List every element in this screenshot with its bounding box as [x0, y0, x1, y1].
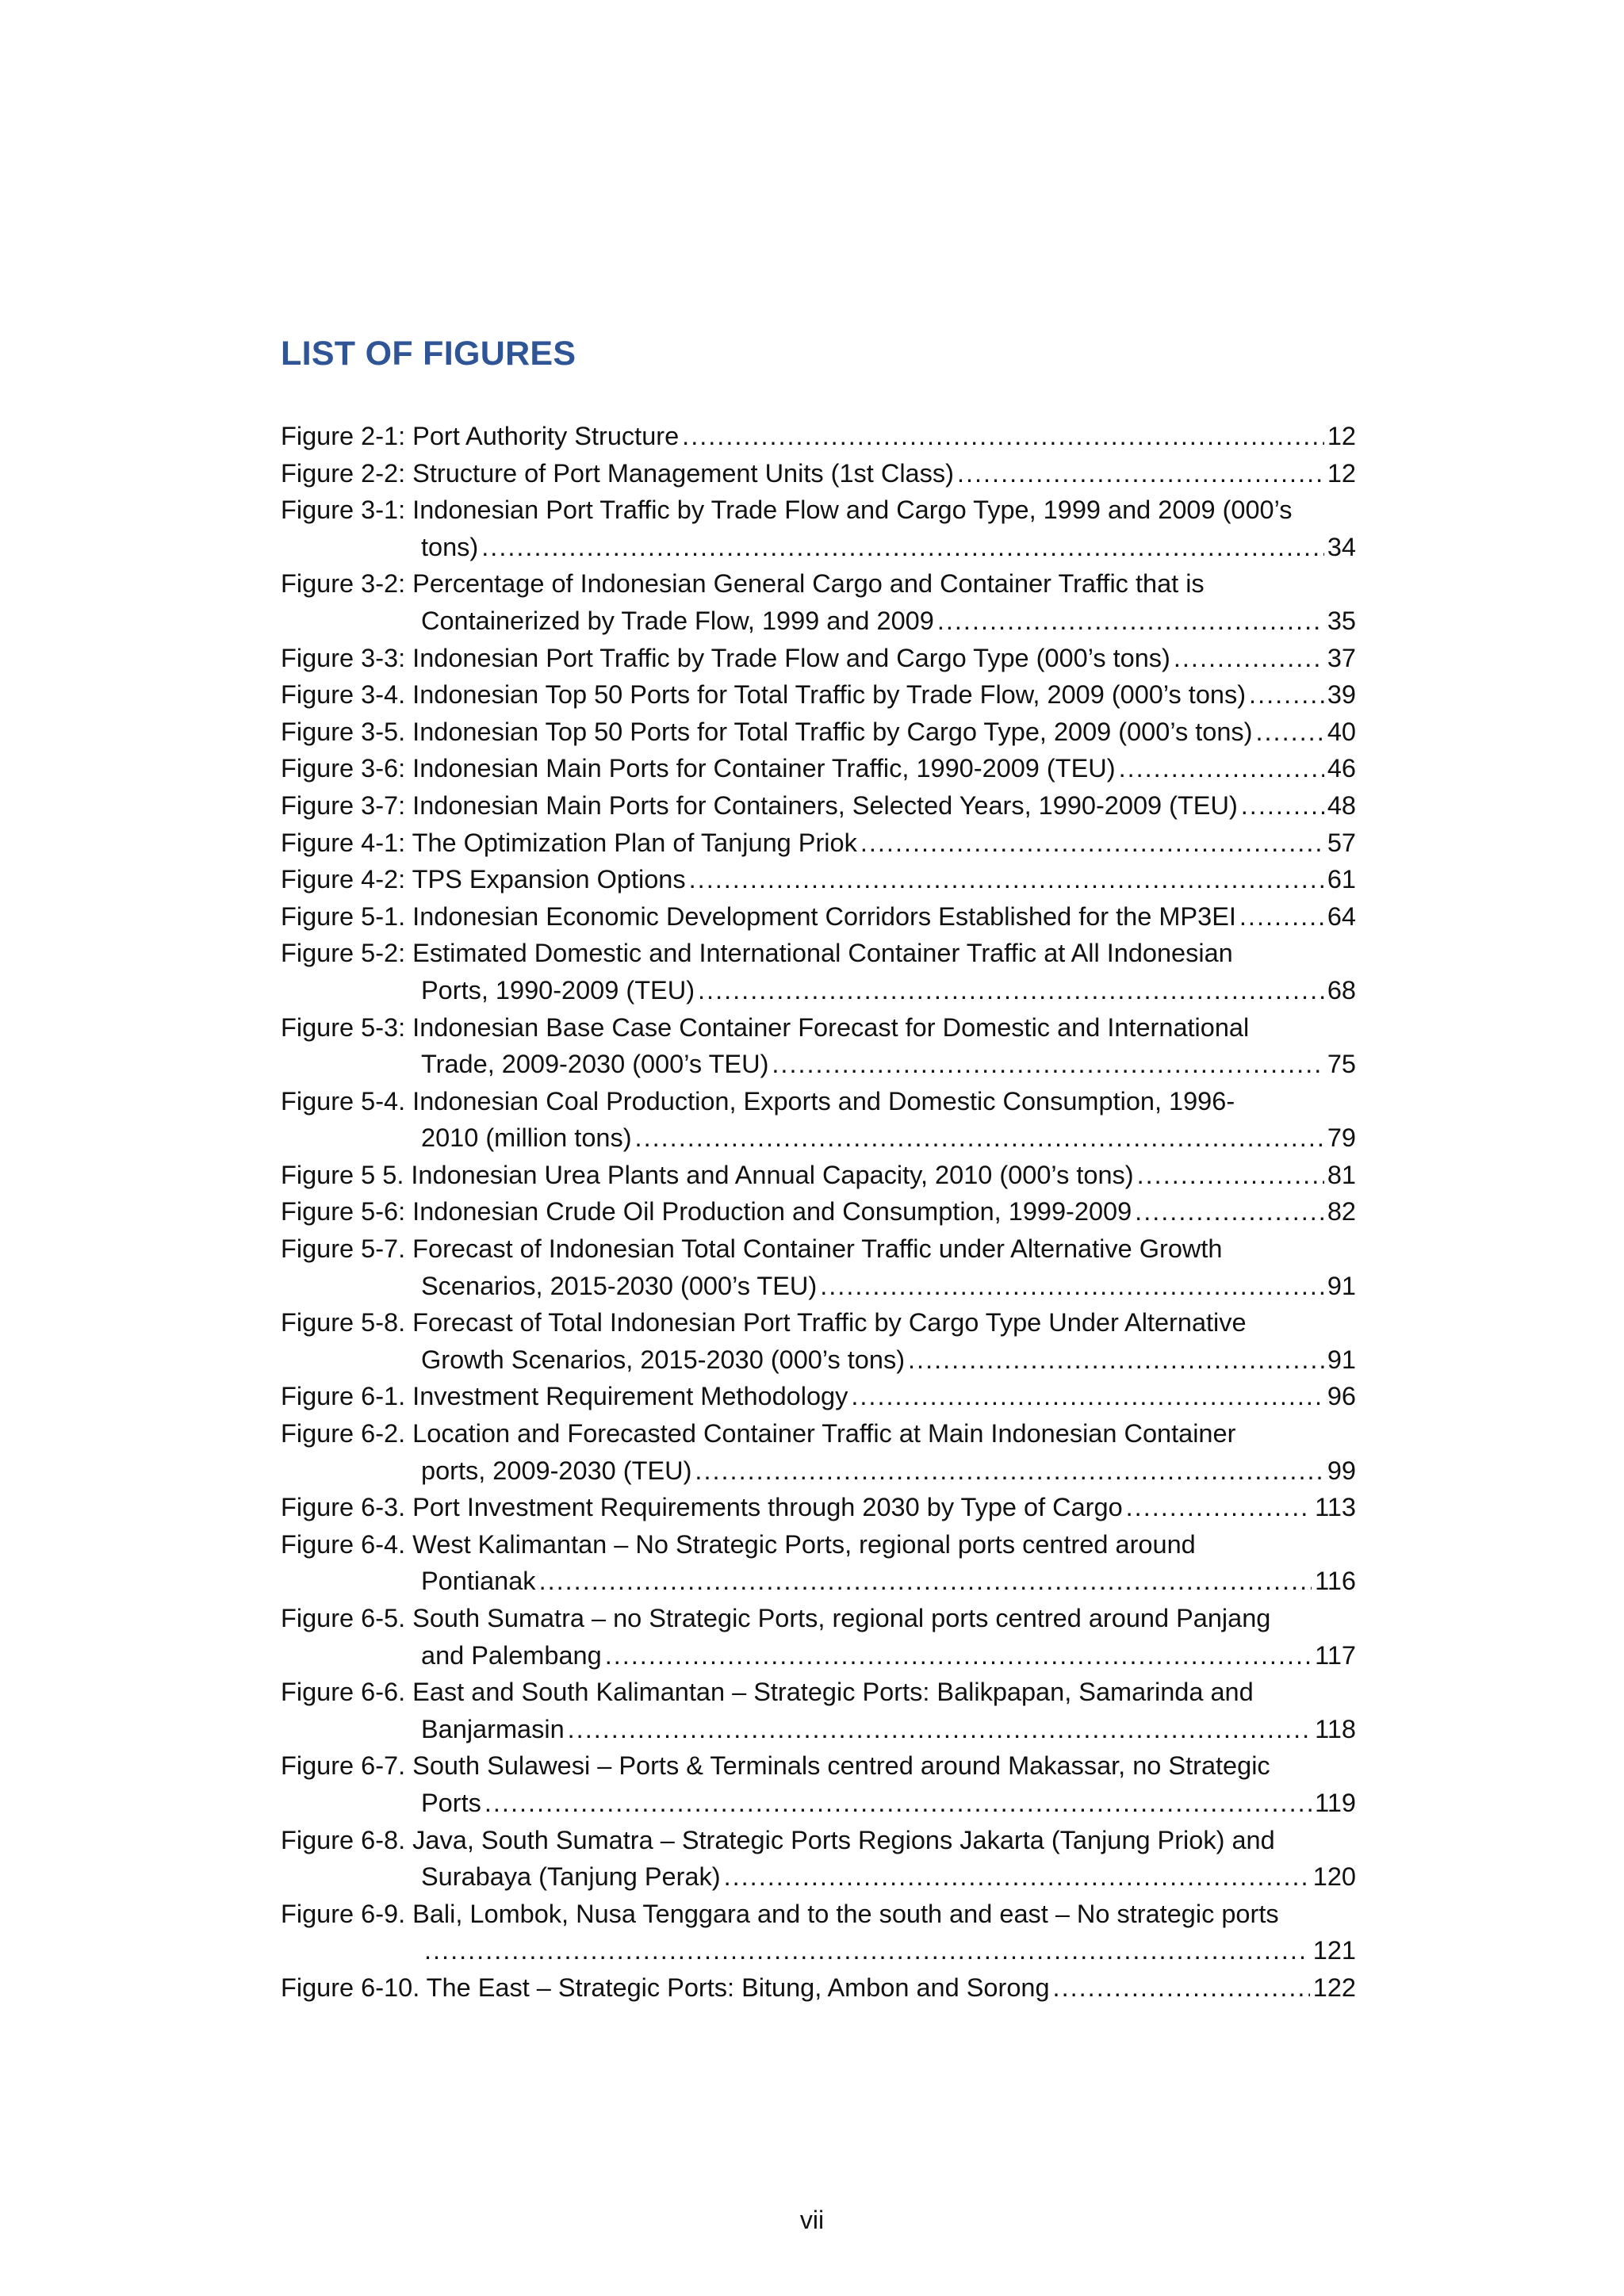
figure-entry-line — [281, 787, 1356, 825]
dot-leader — [635, 1119, 1324, 1157]
figure-entry-title: tons) — [421, 532, 479, 561]
dot-leader — [1135, 1193, 1324, 1230]
figure-entry[interactable] — [281, 1674, 1356, 1747]
figure-entry-line — [281, 1637, 1356, 1674]
figure-entry[interactable] — [281, 1083, 1356, 1157]
figure-entry-line — [281, 603, 1356, 640]
figure-entry-title: Banjarmasin — [421, 1714, 565, 1743]
figure-page-number: 82 — [1327, 1197, 1356, 1226]
figure-entry-caption: Figure 5-3: Indonesian Base Case Container Forecast for Domestic and International — [281, 1012, 1250, 1042]
figure-entry-caption: Figure 6-8. Java, South Sumatra – Strategic Ports Regions Jakarta (Tanjung Priok) and — [281, 1825, 1275, 1854]
figure-entry-title: Figure 5 5. Indonesian Urea Plants and Annual Capacity, 2010 (000’s tons) — [281, 1160, 1134, 1189]
figure-entry-caption: Figure 5-8. Forecast of Total Indonesian Port Traffic by Cargo Type Under Alternative — [281, 1308, 1247, 1337]
figure-entry-line — [281, 1785, 1356, 1822]
figure-page-number: 117 — [1315, 1640, 1356, 1670]
figure-entry-caption: Figure 3-1: Indonesian Port Traffic by Trade Flow and Cargo Type, 1999 and 2009 (000’s — [281, 496, 1293, 525]
dot-leader — [851, 1378, 1323, 1415]
figure-page-number: 35 — [1327, 606, 1356, 635]
figure-entry-title: Figure 5-1. Indonesian Economic Development Corridors Established for the MP3EI — [281, 901, 1236, 931]
page-number: vii — [799, 2206, 825, 2234]
figure-page-number: 57 — [1327, 828, 1356, 857]
figure-entry-title: Figure 4-2: TPS Expansion Options — [281, 865, 686, 894]
figure-page-number: 68 — [1327, 975, 1356, 1004]
figure-entry[interactable] — [281, 676, 1356, 714]
figure-entry[interactable] — [281, 1009, 1356, 1083]
figure-entry-caption: Figure 3-2: Percentage of Indonesian General Cargo and Container Traffic that is — [281, 569, 1205, 599]
figure-page-number: 46 — [1327, 754, 1356, 783]
figure-entry-caption: Figure 5-4. Indonesian Coal Production, Exports and Domestic Consumption, 1996- — [281, 1086, 1235, 1115]
figure-entry-title: 2010 (million tons) — [421, 1123, 632, 1153]
figure-page-number: 64 — [1327, 901, 1356, 931]
figure-entry-title: Figure 3-5. Indonesian Top 50 Ports for Total Traffic by Cargo Type, 2009 (000’s tons) — [281, 717, 1253, 746]
figure-entry-line — [281, 714, 1356, 751]
figure-entry[interactable] — [281, 1230, 1356, 1304]
figure-entry-title: Pontianak — [421, 1567, 536, 1596]
dot-leader — [1053, 1969, 1310, 2007]
figure-entry-caption: Figure 5-7. Forecast of Indonesian Total Container Traffic under Alternative Growth — [281, 1234, 1223, 1264]
dot-leader — [1126, 1489, 1312, 1526]
figure-entry-line — [281, 1563, 1356, 1600]
figure-entry[interactable] — [281, 565, 1356, 639]
figure-entry-line — [281, 455, 1356, 492]
figure-entry-line — [281, 676, 1356, 714]
figure-entry[interactable] — [281, 1378, 1356, 1415]
figure-entry[interactable] — [281, 1304, 1356, 1378]
figure-entry-line — [281, 1046, 1356, 1083]
dot-leader — [772, 1046, 1323, 1083]
dot-leader — [481, 529, 1324, 566]
figure-page-number: 91 — [1327, 1271, 1356, 1300]
figure-entry-caption: Figure 6-2. Location and Forecasted Container Traffic at Main Indonesian Container — [281, 1419, 1236, 1448]
figure-entry[interactable] — [281, 714, 1356, 751]
figure-entry[interactable] — [281, 418, 1356, 455]
dot-leader — [695, 1452, 1323, 1490]
figure-entry-title: Surabaya (Tanjung Perak) — [421, 1862, 721, 1892]
dot-leader — [682, 418, 1324, 455]
dot-leader — [860, 825, 1324, 862]
dot-leader — [1174, 640, 1324, 677]
figure-entry-title: ports, 2009-2030 (TEU) — [421, 1456, 692, 1485]
figure-entry[interactable] — [281, 640, 1356, 677]
figure-page-number: 37 — [1327, 643, 1356, 672]
dot-leader — [1239, 898, 1324, 936]
figure-entry[interactable] — [281, 1489, 1356, 1526]
figure-entry-line — [281, 861, 1356, 898]
figure-entry[interactable] — [281, 492, 1356, 565]
dot-leader — [539, 1563, 1312, 1600]
dot-leader — [1119, 750, 1324, 787]
dot-leader — [1241, 787, 1324, 825]
figure-entry-line — [281, 1711, 1356, 1748]
figure-entry-title: Figure 3-6: Indonesian Main Ports for Container Traffic, 1990-2009 (TEU) — [281, 754, 1116, 783]
figure-entry-title: Figure 6-3. Port Investment Requirements through 2030 by Type of Cargo — [281, 1493, 1123, 1522]
figure-entry-line — [281, 640, 1356, 677]
figure-entry-line — [281, 1452, 1356, 1490]
figure-entry-title: Figure 2-1: Port Authority Structure — [281, 422, 680, 450]
figure-entry-line — [281, 898, 1356, 936]
figure-list — [281, 418, 1356, 2007]
figure-page-number: 119 — [1315, 1788, 1356, 1817]
figure-page-number: 61 — [1327, 865, 1356, 894]
figure-page-number: 48 — [1327, 790, 1356, 820]
dot-leader — [957, 455, 1324, 492]
figure-page-number: 113 — [1315, 1493, 1356, 1522]
figure-entry-title: Figure 2-2: Structure of Port Management Units (1st Class) — [281, 458, 954, 488]
figure-page-number: 118 — [1315, 1714, 1356, 1743]
figure-entry-caption: Figure 6-6. East and South Kalimantan – Strategic Ports: Balikpapan, Samarinda and — [281, 1678, 1254, 1707]
figure-entry-title: Figure 3-3: Indonesian Port Traffic by Trade Flow and Cargo Type (000’s tons) — [281, 643, 1170, 672]
figure-entry-title: Trade, 2009-2030 (000’s TEU) — [421, 1050, 769, 1079]
figure-entry-line — [281, 1119, 1356, 1157]
page-title: LIST OF FIGURES — [281, 335, 576, 373]
figure-entry-line — [281, 1378, 1356, 1415]
figure-entry[interactable] — [281, 1822, 1356, 1896]
figure-entry[interactable] — [281, 861, 1356, 898]
figure-entry-caption: Figure 6-9. Bali, Lombok, Nusa Tenggara and to the south and east – No strategic ports — [281, 1899, 1279, 1928]
figure-entry-line — [281, 1193, 1356, 1230]
figure-entry-title: Scenarios, 2015-2030 (000’s TEU) — [421, 1271, 818, 1300]
dot-leader — [724, 1858, 1310, 1896]
figure-entry-line — [281, 529, 1356, 566]
figure-entry[interactable] — [281, 455, 1356, 492]
figure-entry-line — [281, 1489, 1356, 1526]
figure-page-number: 122 — [1312, 1973, 1356, 2002]
figure-page-number: 40 — [1327, 717, 1356, 746]
dot-leader — [689, 861, 1324, 898]
figure-entry-title: Figure 5-6: Indonesian Crude Oil Production and Consumption, 1999-2009 — [281, 1197, 1132, 1226]
figure-entry[interactable] — [281, 898, 1356, 936]
figure-page-number: 116 — [1315, 1567, 1356, 1596]
figure-page-number: 99 — [1327, 1456, 1356, 1485]
figure-entry[interactable] — [281, 750, 1356, 787]
figure-entry-title: Figure 4-1: The Optimization Plan of Tanjung Priok — [281, 828, 857, 857]
figure-page-number: 34 — [1327, 532, 1356, 561]
dot-leader — [908, 1341, 1324, 1379]
figure-page-number: 75 — [1327, 1050, 1356, 1079]
figure-entry-line — [281, 1341, 1356, 1379]
figure-entry-caption: Figure 6-7. South Sulawesi – Ports & Terminals centred around Makassar, no Strategic — [281, 1751, 1270, 1781]
figure-entry[interactable] — [281, 1896, 1356, 1969]
figure-entry-title: Ports, 1990-2009 (TEU) — [421, 975, 695, 1004]
figure-entry-title: Growth Scenarios, 2015-2030 (000’s tons) — [421, 1345, 906, 1374]
figure-page-number: 91 — [1327, 1345, 1356, 1374]
dot-leader — [1249, 676, 1324, 714]
figure-page-number: 39 — [1327, 680, 1356, 710]
figure-entry-line — [281, 1969, 1356, 2007]
dot-leader — [1137, 1157, 1324, 1194]
figure-page-number: 120 — [1312, 1862, 1356, 1892]
figure-entry-title: Figure 6-1. Investment Requirement Methodology — [281, 1382, 848, 1411]
figure-page-number: 96 — [1327, 1382, 1356, 1411]
figure-page-number: 12 — [1327, 422, 1356, 450]
dot-leader — [568, 1711, 1312, 1748]
figure-entry[interactable] — [281, 1157, 1356, 1194]
figure-entry-line — [281, 418, 1356, 455]
figure-entry-title: Ports — [421, 1788, 481, 1817]
figure-entry-line — [281, 972, 1356, 1009]
figure-page-number: 81 — [1327, 1160, 1356, 1189]
figure-entry-title: Figure 6-10. The East – Strategic Ports: Bitung, Ambon and Sorong — [281, 1973, 1050, 2002]
figure-entry[interactable] — [281, 935, 1356, 1008]
figure-entry-title: Figure 3-4. Indonesian Top 50 Ports for Total Traffic by Trade Flow, 2009 (000’s tons) — [281, 680, 1247, 710]
figure-entry-title: Figure 3-7: Indonesian Main Ports for Containers, Selected Years, 1990-2009 (TEU) — [281, 790, 1238, 820]
figure-entry[interactable] — [281, 1600, 1356, 1674]
figure-entry-caption: Figure 6-5. South Sumatra – no Strategic Ports, regional ports centred around Panjang — [281, 1604, 1271, 1632]
figure-entry-title: Containerized by Trade Flow, 1999 and 2009 — [421, 606, 934, 635]
figure-entry[interactable] — [281, 1193, 1356, 1230]
figure-page-number: 121 — [1312, 1936, 1356, 1965]
dot-leader — [1256, 714, 1324, 751]
figure-entry[interactable] — [281, 1747, 1356, 1821]
figure-entry-line — [281, 1268, 1356, 1305]
dot-leader — [605, 1637, 1312, 1674]
figure-entry[interactable] — [281, 825, 1356, 862]
figure-entry-line — [281, 1858, 1356, 1896]
figure-page-number: 79 — [1327, 1123, 1356, 1153]
figure-entry[interactable] — [281, 1415, 1356, 1489]
figure-entry-caption: Figure 6-4. West Kalimantan – No Strategic Ports, regional ports centred around — [281, 1529, 1196, 1559]
figure-page-number: 12 — [1327, 458, 1356, 488]
figure-entry[interactable] — [281, 1969, 1356, 2007]
figure-entry-line — [281, 750, 1356, 787]
figure-entry[interactable] — [281, 787, 1356, 825]
figure-entry[interactable] — [281, 1526, 1356, 1600]
dot-leader — [820, 1268, 1324, 1305]
figure-entry-line — [281, 825, 1356, 862]
dot-leader — [485, 1785, 1312, 1822]
figure-entry-line — [281, 1157, 1356, 1194]
dot-leader — [424, 1932, 1310, 1969]
figure-entry-title: and Palembang — [421, 1640, 602, 1670]
dot-leader — [937, 603, 1324, 640]
figure-entry-caption: Figure 5-2: Estimated Domestic and International Container Traffic at All Indonesian — [281, 939, 1233, 968]
figure-entry-line — [281, 1932, 1356, 1969]
dot-leader — [698, 972, 1324, 1009]
